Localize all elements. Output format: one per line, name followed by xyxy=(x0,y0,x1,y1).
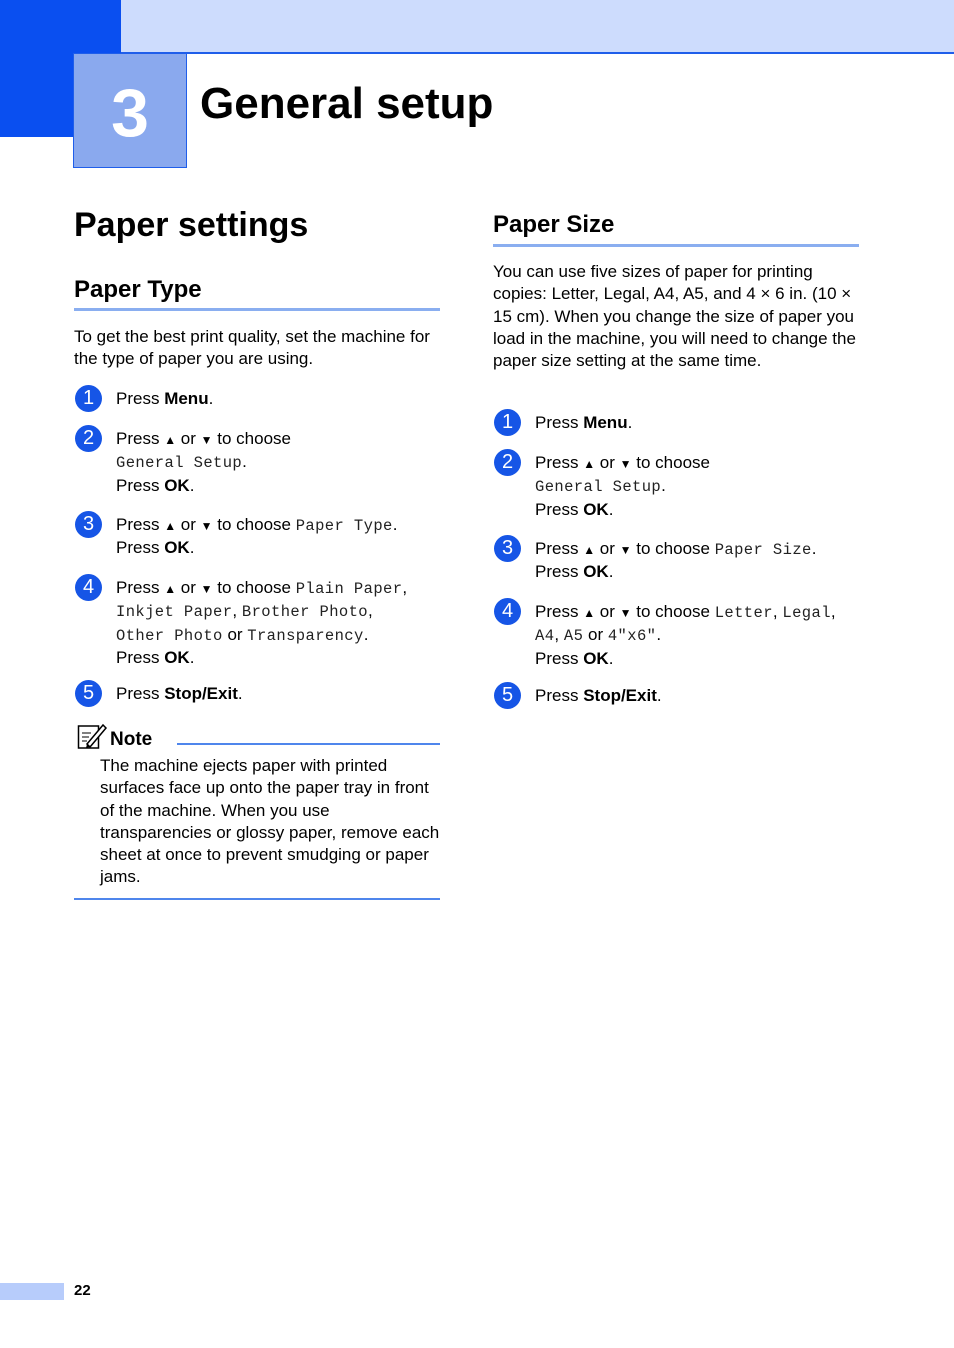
menu-option: Transparency xyxy=(247,626,364,645)
paper-size-heading: Paper Size xyxy=(493,211,615,238)
down-arrow-icon: ▼ xyxy=(200,519,213,533)
footer-bar xyxy=(0,1283,64,1300)
paper-type-heading-rule xyxy=(74,308,440,311)
menu-option: A5 xyxy=(563,627,584,646)
chapter-number-box xyxy=(73,53,187,168)
step-text: Press ▲ or ▼ to choose Paper Type. Press OK. xyxy=(116,515,398,558)
paper-size-heading-rule xyxy=(493,244,859,247)
menu-key-label: Menu xyxy=(583,413,628,432)
up-arrow-icon: ▲ xyxy=(583,543,596,557)
step-text: Press Stop/Exit. xyxy=(116,684,243,703)
down-arrow-icon: ▼ xyxy=(619,606,632,620)
ok-key-label: OK xyxy=(583,562,609,582)
page-number: 22 xyxy=(74,1282,91,1299)
step-number-badge: 2 xyxy=(494,449,521,476)
paper-type-intro: To get the best print quality, set the machine for the type of paper you are using. xyxy=(74,327,430,369)
ok-key-label: OK xyxy=(583,648,609,668)
step-text: Press ▲ or ▼ to choose Letter, Legal, A4, A5 or 4"x6". Press OK. xyxy=(535,602,836,668)
menu-option: A4 xyxy=(535,627,555,646)
menu-key-label: Menu xyxy=(164,389,209,408)
down-arrow-icon: ▼ xyxy=(200,433,213,447)
up-arrow-icon: ▲ xyxy=(164,519,177,533)
up-arrow-icon: ▲ xyxy=(583,606,596,620)
up-arrow-icon: ▲ xyxy=(583,457,596,471)
note-label: Note xyxy=(110,729,153,750)
ok-key-label: OK xyxy=(164,475,190,495)
ok-key-label: OK xyxy=(164,647,190,667)
step-text: Press Stop/Exit. xyxy=(535,686,662,705)
menu-option: Brother Photo xyxy=(241,603,369,622)
menu-option: Legal xyxy=(782,604,831,622)
step-text: Press ▲ or ▼ to choose General Setup. Press OK. xyxy=(116,429,291,495)
menu-option: General Setup xyxy=(535,478,662,497)
step-number-badge: 1 xyxy=(494,409,521,436)
down-arrow-icon: ▼ xyxy=(619,543,632,557)
ok-key-label: OK xyxy=(164,538,190,558)
step-number-badge: 3 xyxy=(75,511,102,538)
chapter-number: 3 xyxy=(111,74,149,151)
step-text: Press ▲ or ▼ to choose Paper Size. Press OK. xyxy=(535,539,817,582)
step-number-badge: 5 xyxy=(75,680,102,707)
paper-type-heading: Paper Type xyxy=(74,276,202,303)
step-number-badge: 4 xyxy=(75,574,102,601)
step-text: Press Menu. xyxy=(116,389,214,408)
step-number-badge: 1 xyxy=(75,385,102,412)
ok-key-label: OK xyxy=(583,499,609,519)
note-top-rule xyxy=(177,743,440,745)
note-pencil-icon xyxy=(77,722,107,750)
menu-option: General Setup xyxy=(116,454,243,473)
stop-exit-key-label: Stop/Exit xyxy=(583,686,657,705)
step-number-badge: 5 xyxy=(494,682,521,709)
menu-option: 4"x6" xyxy=(607,627,657,646)
step-text: Press Menu. xyxy=(535,413,633,432)
step-number-badge: 4 xyxy=(494,598,521,625)
header-band xyxy=(0,0,954,52)
menu-option: Plain Paper xyxy=(295,580,403,598)
paper-size-intro: You can use five sizes of paper for printing copies: Letter, Legal, A4, A5, and 4 × 6 in. (10 × 15 cm). When you change the size of paper you load in the machine, you will need to change the paper size setting at the same time. xyxy=(493,262,856,371)
step-number-badge: 2 xyxy=(75,425,102,452)
up-arrow-icon: ▲ xyxy=(164,433,177,447)
step-number-badge: 3 xyxy=(494,535,521,562)
menu-option: Inkjet Paper xyxy=(116,603,233,622)
note-bottom-rule xyxy=(74,898,440,900)
step-text: Press ▲ or ▼ to choose General Setup. Press OK. xyxy=(535,453,710,519)
stop-exit-key-label: Stop/Exit xyxy=(164,684,238,703)
up-arrow-icon: ▲ xyxy=(164,582,177,596)
step-text: Press ▲ or ▼ to choose Plain Paper, Inkjet Paper, Brother Photo, Other Photo or Transparency. Press OK. xyxy=(116,578,408,667)
menu-option: Paper Type xyxy=(295,517,393,535)
section-title: Paper settings xyxy=(74,206,309,244)
menu-option: Paper Size xyxy=(714,541,812,559)
chapter-title: General setup xyxy=(200,79,494,128)
down-arrow-icon: ▼ xyxy=(200,582,213,596)
down-arrow-icon: ▼ xyxy=(619,457,632,471)
menu-option: Other Photo xyxy=(116,626,223,645)
note-text: The machine ejects paper with printed surfaces face up onto the paper tray in front of the machine. When you use transparencies or glossy paper, remove each sheet at once to prevent smudging or paper jams. xyxy=(100,756,440,887)
menu-option: Letter xyxy=(714,604,773,622)
